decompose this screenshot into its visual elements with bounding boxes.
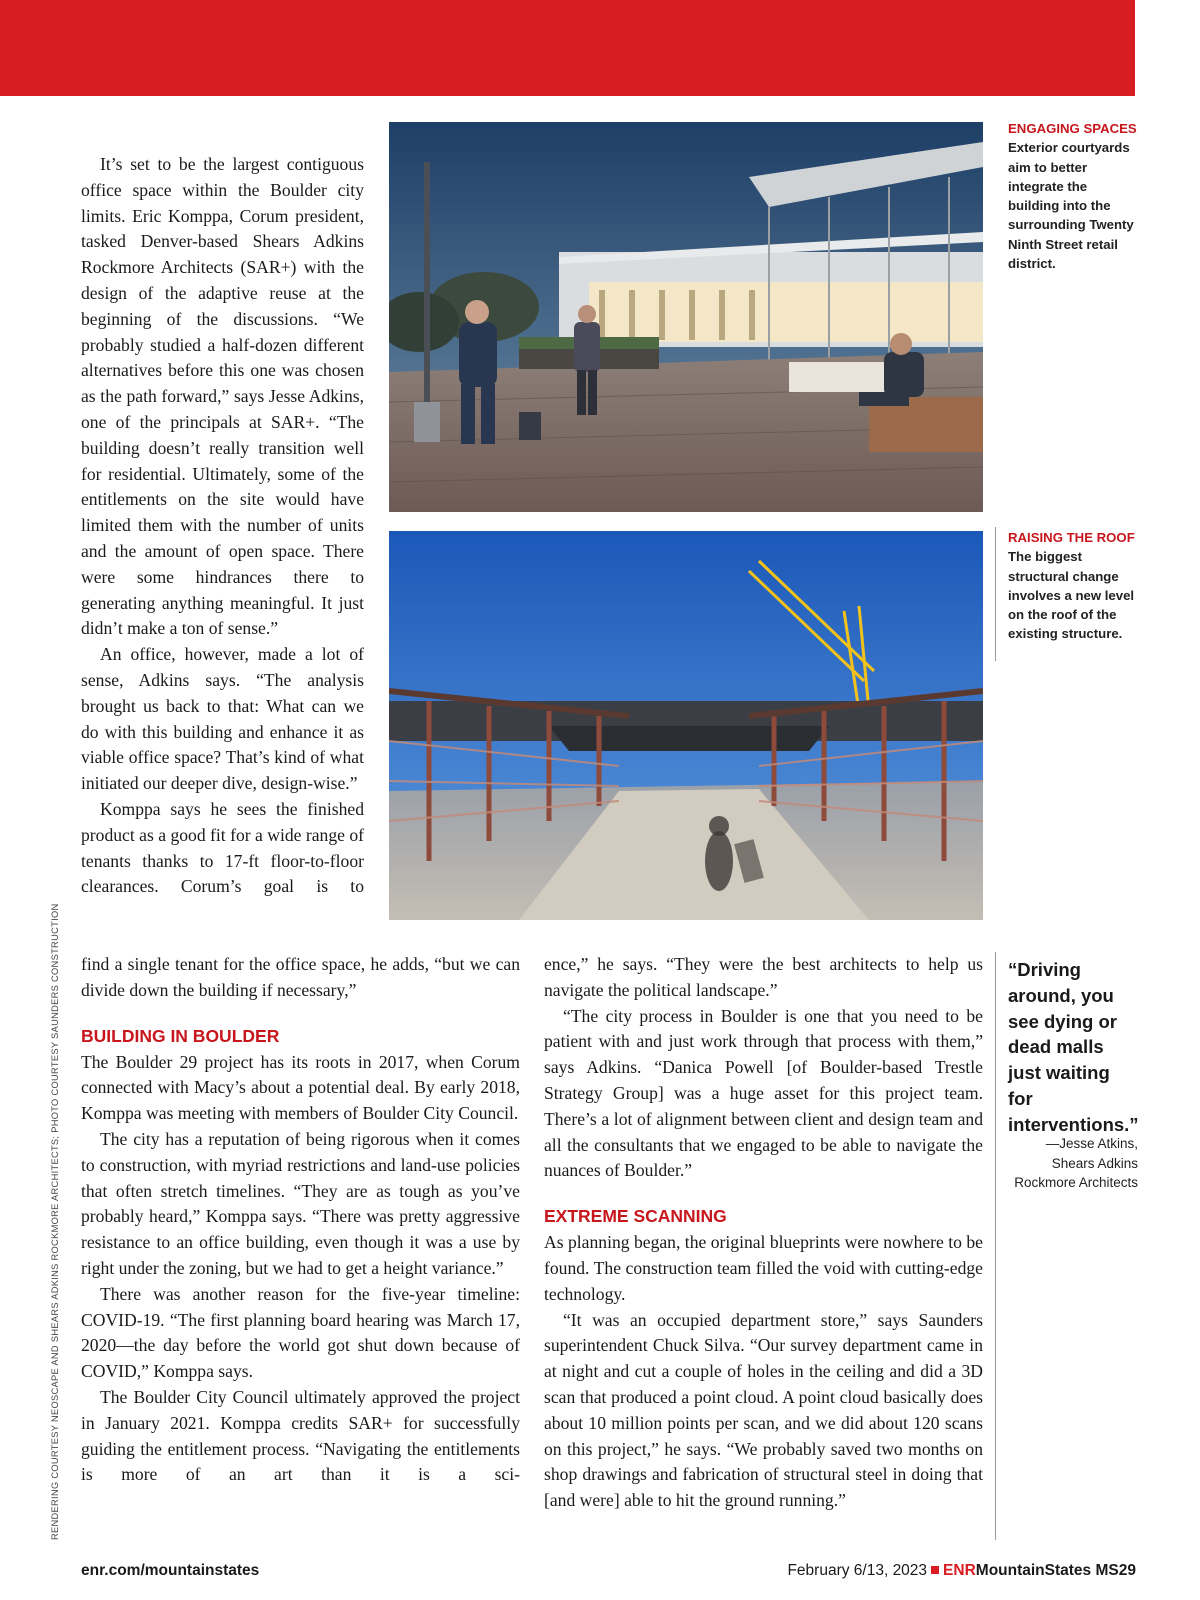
paragraph: find a single tenant for the office space, he adds, “but we can divide down the building if necessary,” <box>81 954 520 1000</box>
article-column-right <box>544 952 983 1514</box>
caption-rule <box>995 527 996 661</box>
paragraph: The Boulder City Council ultimately approved the project in January 2021. Komppa credits SAR+ for successfully guiding the entitlement process. “Navigating the entitlements is more of an art than it is a sci- <box>81 1386 520 1485</box>
section-heading-extreme-scanning: EXTREME SCANNING <box>544 1206 727 1227</box>
paragraph: The Boulder 29 project has its roots in 2017, when Corum connected with Macy’s about a potential deal. By early 2018, Komppa was meeting with members of Boulder City Council. <box>81 1051 520 1124</box>
footer-enr: ENR <box>943 1562 976 1579</box>
photo-credit: RENDERING COURTESY NEOSCAPE AND SHEARS ADKINS ROCKMORE ARCHITECTS; PHOTO COURTESY SAUNDERS CONSTRUCTION <box>50 903 60 1540</box>
photo-caption-engaging-spaces <box>1008 119 1138 273</box>
caption-body: The biggest structural change involves a new level on the roof of the existing structure. <box>1008 549 1135 642</box>
article-column-top <box>81 152 364 900</box>
pull-quote: “Driving around, you see dying or dead malls just waiting for interventions.” <box>1008 959 1139 1135</box>
page-number: MS29 <box>1095 1562 1136 1579</box>
column-rule <box>995 952 996 1540</box>
paragraph: An office, however, made a lot of sense, Adkins says. “The analysis brought us back to that: What can we do with this building and enhance it as viable office space? That’s kind of what initiated our deeper dive, design-wise.” <box>81 644 364 794</box>
paragraph: “It was an occupied department store,” says Saunders superintendent Chuck Silva. “Our survey department came in at night and cut a couple of holes in the ceiling and did a 3D scan that produced a point cloud. A point cloud basically does about 10 million points per scan, and we did about 120 scans on this project,” he says. “We probably saved two months on shop drawings and fabrication of structural steel in doing that [and were] able to hit the ground running.” <box>544 1309 983 1511</box>
paragraph: The city has a reputation of being rigorous when it comes to construction, with myriad restrictions and land-use policies that often stretch timelines. “They are as tough as you’ve probably heard,” Komppa says. “There was pretty aggressive resistance to an office building, even though it was a use by right under the zoning, but we had to get a height variance.” <box>81 1128 520 1278</box>
paragraph: ence,” he says. “They were the best architects to help us navigate the political landscape.” <box>544 954 983 1000</box>
footer-url: enr.com/mountainstates <box>81 1562 260 1579</box>
footer-publication: MountainStates <box>975 1562 1092 1579</box>
roof-construction-image <box>389 531 983 920</box>
footer-date: February 6/13, 2023 <box>787 1562 928 1579</box>
square-bullet-icon <box>931 1566 939 1574</box>
caption-head: ENGAGING SPACES <box>1008 121 1137 136</box>
top-red-banner <box>0 0 1135 96</box>
paragraph: It’s set to be the largest contiguous office space within the Boulder city limits. Eric Komppa, Corum president, tasked Denver-based Shears Adkins Rockmore Architects (SAR+) with the design of the adaptive reuse at the beginning of the discussions. “We probably studied a half-dozen different alternatives before this one was chosen as the path forward,” says Jesse Adkins, one of the principals at SAR+. “The building doesn’t really transition well for residential. Ultimately, some of the entitlements on the site would have limited them with the number of units and the amount of open space. There were some hindrances there to generating anything meaningful. It just didn’t make a ton of sense.” <box>81 154 364 639</box>
paragraph: As planning began, the original blueprints were nowhere to be found. The construction team filled the void with cutting-edge technology. <box>544 1232 983 1304</box>
pull-quote-attribution: —Jesse Atkins, Shears Adkins Rockmore Architects <box>1014 1136 1138 1190</box>
courtyard-rendering-image <box>389 122 983 512</box>
caption-head: RAISING THE ROOF <box>1008 530 1135 545</box>
article-column-left <box>81 952 520 1488</box>
paragraph: Komppa says he sees the finished product as a good fit for a wide range of tenants thanks to 17-ft floor-to-floor clearances. Corum’s goal is to <box>81 798 364 897</box>
photo-caption-raising-roof <box>1008 528 1138 644</box>
section-heading-building-in-boulder: BUILDING IN BOULDER <box>81 1025 280 1046</box>
footer-folio <box>787 1562 1136 1580</box>
paragraph: There was another reason for the five-year timeline: COVID-19. “The first planning board hearing was March 17, 2020—the day before the world got shut down because of COVID,” Komppa says. <box>81 1283 520 1382</box>
caption-body: Exterior courtyards aim to better integrate the building into the surrounding Twenty Ninth Street retail district. <box>1008 140 1134 272</box>
paragraph: “The city process in Boulder is one that you need to be patient with and just work through that process with them,” says Adkins. “Danica Powell [of Boulder-based Trestle Strategy Group] was a huge asset for this project team. There’s a lot of alignment between client and design team and all the consultants that we engaged to be able to navigate the nuances of Boulder.” <box>544 1005 983 1181</box>
